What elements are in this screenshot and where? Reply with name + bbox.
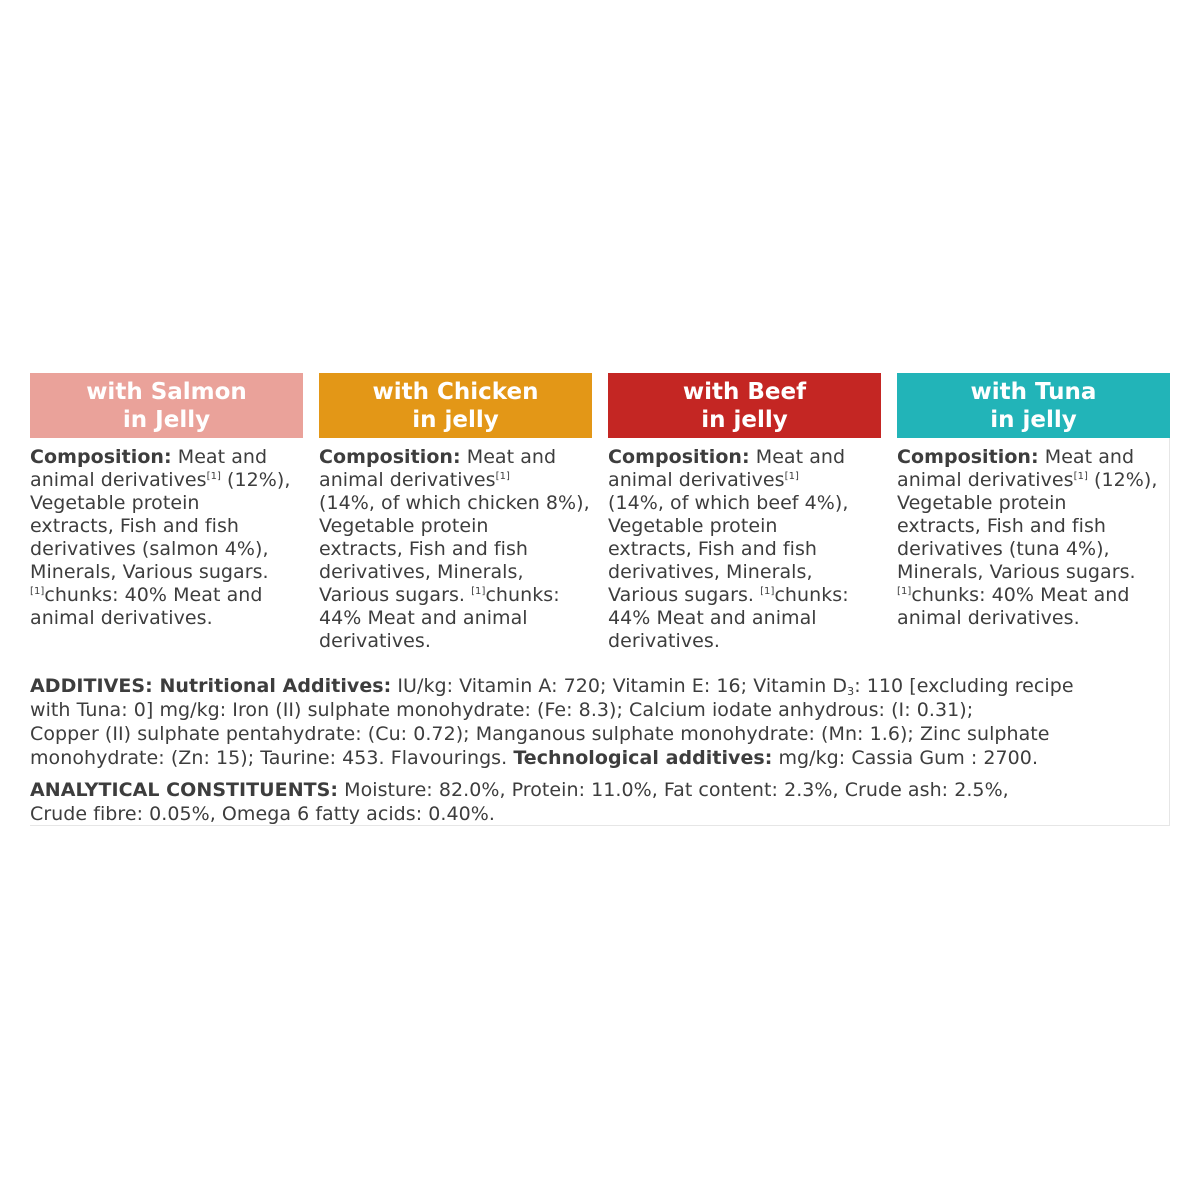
variant-header-tuna: [897, 373, 1170, 438]
footnote-marker: [1]: [897, 586, 912, 597]
variant-title: with Beef: [682, 379, 807, 405]
analytical-title: ANALYTICAL CONSTITUENTS:: [30, 779, 339, 801]
variant-subtitle: in jelly: [412, 407, 499, 433]
variant-chicken: [319, 373, 592, 653]
technological-additives-label: Technological additives:: [513, 747, 773, 769]
variant-header-chicken: [319, 373, 592, 438]
composition-text: Composition: Meat and animal derivatives[1] (12%), Vegetable protein extracts, Fish and fish derivatives (salmon 4%), Minerals, Various sugars. [1]chunks: 40% Meat and animal derivatives.: [30, 446, 291, 629]
footnote-marker: [1]: [784, 471, 799, 482]
variant-tuna: [897, 373, 1170, 630]
composition-text: Composition: Meat and animal derivatives[1] (14%, of which chicken 8%), Vegetable protein extracts, Fish and fish derivatives, Minerals, Various sugars. [1]chunks: 44% Meat and animal derivatives.: [319, 446, 590, 652]
additives-title: ADDITIVES:: [30, 675, 153, 697]
footnote-marker: [1]: [495, 471, 510, 482]
variant-subtitle: in jelly: [701, 407, 788, 433]
composition-label: Composition:: [30, 446, 172, 468]
variant-subtitle: in Jelly: [122, 407, 211, 433]
variant-title: with Salmon: [86, 379, 247, 405]
variant-title: with Tuna: [970, 379, 1097, 405]
variant-salmon: [30, 373, 303, 630]
composition-text: Composition: Meat and animal derivatives[1] (12%), Vegetable protein extracts, Fish and fish derivatives (tuna 4%), Minerals, Various sugars. [1]chunks: 40% Meat and animal derivatives.: [897, 446, 1158, 629]
variant-beef: [608, 373, 881, 653]
additives-section: ADDITIVES: Nutritional Additives: IU/kg: Vitamin A: 720; Vitamin E: 16; Vitamin $D_3$: 110 [excluding recipe with Tuna: 0] mg/kg: Iron (II) sulphate monohydrate: (Fe: 8.3); Calcium iodate anhydrous: (I: 0.31); Copper (II) sulphate pentahydrate: (Cu: 0.72); Manganous sulphate monohydrate: (Mn: 1.6); Zinc sulphate monohydrate: (Zn: 15); Taurine: 453. Flavourings. Technological additives: mg/kg: Cassia Gum : 2700.: [30, 675, 1074, 769]
footnote-marker: [1]: [206, 471, 221, 482]
variant-subtitle: in jelly: [990, 407, 1077, 433]
footnote-marker: [1]: [471, 586, 486, 597]
variant-title: with Chicken: [372, 379, 539, 405]
analytical-constituents-section: ANALYTICAL CONSTITUENTS: Moisture: 82.0%, Protein: 11.0%, Fat content: 2.3%, Crude ash: 2.5%, Crude fibre: 0.05%, Omega 6 fatty acids: 0.40%.: [30, 779, 1009, 825]
footnote-marker: [1]: [30, 586, 45, 597]
composition-text: Composition: Meat and animal derivatives[1] (14%, of which beef 4%), Vegetable protein extracts, Fish and fish derivatives, Minerals, Various sugars. [1]chunks: 44% Meat and animal derivatives.: [608, 446, 849, 652]
footnote-marker: [1]: [760, 586, 775, 597]
composition-label: Composition:: [319, 446, 461, 468]
composition-label: Composition:: [897, 446, 1039, 468]
variant-header-salmon: [30, 373, 303, 438]
footnote-marker: [1]: [1073, 471, 1088, 482]
variant-header-beef: [608, 373, 881, 438]
product-label-panel: [30, 373, 1170, 826]
nutritional-additives-label: Nutritional Additives:: [152, 675, 392, 697]
composition-label: Composition:: [608, 446, 750, 468]
